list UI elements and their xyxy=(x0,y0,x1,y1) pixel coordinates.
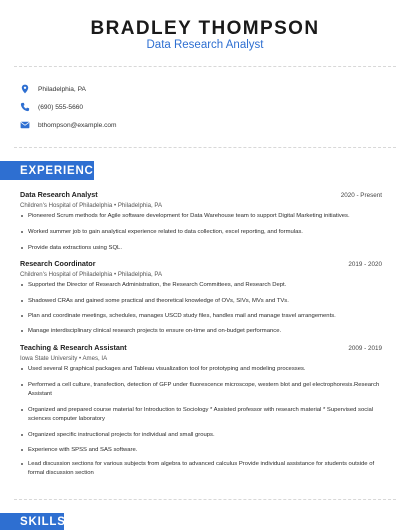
employer-location: • Philadelphia, PA xyxy=(114,202,163,209)
employer-name: Children's Hospital of Philadelphia xyxy=(20,202,113,209)
contact-email[interactable] xyxy=(20,118,117,132)
list-item: Lead discussion sections for various subjects from algebra to advanced calculus Provide individual assistance for students outside of formal discussion section xyxy=(20,460,382,478)
list-item: Worked summer job to gain analytical experience related to data collection, excel reporting, and formulas. xyxy=(20,228,382,237)
job-dates: 2020 - Present xyxy=(340,192,382,199)
list-item: Plan and coordinate meetings, schedules, manages USCD study files, handles mail and manage travel arrangements. xyxy=(20,312,382,321)
divider xyxy=(14,499,396,500)
list-item: Used several R graphical packages and Tableau visualization tool for prototyping and modeling processes. xyxy=(20,365,382,374)
experience-entry xyxy=(20,190,382,251)
divider xyxy=(14,147,396,148)
email-link[interactable]: bthompson@example.com xyxy=(38,121,117,129)
list-item: Provide data extractions using SQL. xyxy=(20,244,382,253)
list-item: Supported the Director of Research Administration, the Research Committees, and Research Dept. xyxy=(20,281,382,290)
experience-entry xyxy=(20,259,382,334)
list-item: Manage interdisciplinary clinical research projects to ensure on-time and on-budget performance. xyxy=(20,327,382,336)
employer-location: • Ames, IA xyxy=(78,355,108,362)
list-item: Shadowed CRAs and gained some practical and theoretical knowledge of OVs, SIVs, MVs and TVs. xyxy=(20,297,382,306)
section-heading-experience: EXPERIENCE xyxy=(0,161,94,180)
section-heading-skills: SKILLS xyxy=(0,513,64,530)
candidate-name: BRADLEY THOMPSON xyxy=(90,18,320,39)
divider xyxy=(14,66,396,67)
list-item: Experience with SPSS and SAS software. xyxy=(20,446,382,455)
experience-entry xyxy=(20,343,382,476)
contact-location xyxy=(20,82,86,96)
employer-name: Children's Hospital of Philadelphia xyxy=(20,271,113,278)
job-dates: 2009 - 2019 xyxy=(348,345,382,352)
location-text: Philadelphia, PA xyxy=(38,85,86,93)
map-pin-icon xyxy=(20,84,30,94)
envelope-icon xyxy=(20,120,30,130)
job-title: Data Research Analyst xyxy=(146,39,264,51)
phone-icon xyxy=(20,102,30,112)
list-item: Organized and prepared course material for Introduction to Sociology * Assisted professor with research material * Supervised social sciences computer laboratory xyxy=(20,406,382,424)
contact-phone xyxy=(20,100,83,114)
job-position: Data Research Analyst xyxy=(20,190,98,199)
list-item: Performed a cell culture, transfection, detection of GFP under fluorescence microscope, western blot and gel electrophoresis.Research Assistant xyxy=(20,381,382,399)
job-employer xyxy=(20,271,382,278)
job-employer xyxy=(20,202,382,209)
job-position: Research Coordinator xyxy=(20,259,96,268)
employer-name: Iowa State University xyxy=(20,355,78,362)
job-position: Teaching & Research Assistant xyxy=(20,343,127,352)
job-dates: 2019 - 2020 xyxy=(348,261,382,268)
list-item: Pioneered Scrum methods for Agile software development for Data Warehouse team to support Digital Marketing initiatives. xyxy=(20,212,382,221)
list-item: Organized specific instructional projects for individual and small groups. xyxy=(20,431,382,440)
employer-location: • Philadelphia, PA xyxy=(114,271,163,278)
phone-text: (690) 555-5660 xyxy=(38,103,84,111)
job-employer xyxy=(20,355,382,362)
